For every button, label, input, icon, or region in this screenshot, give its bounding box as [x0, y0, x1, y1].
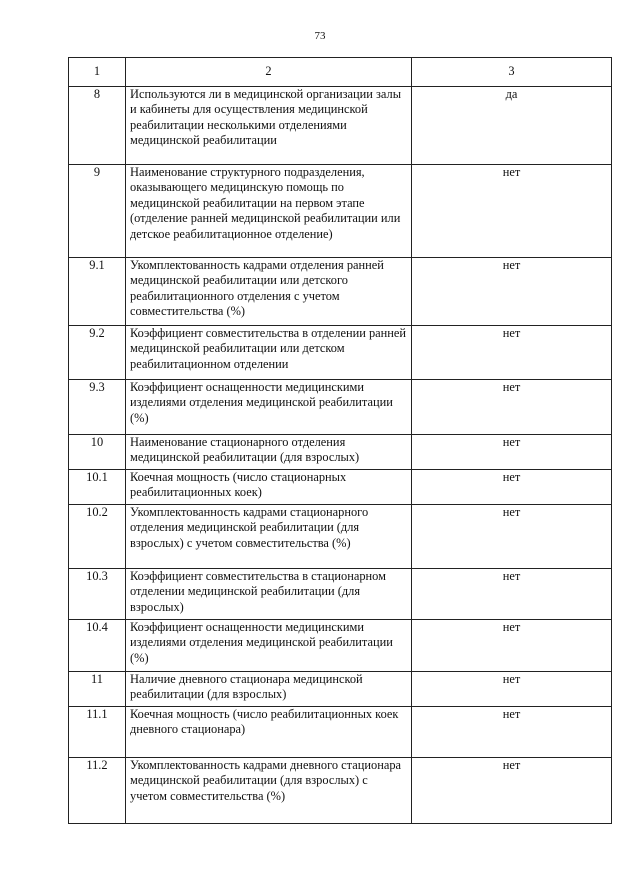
row-value: нет [412, 672, 612, 707]
table-row [69, 758, 612, 824]
row-number: 9.1 [69, 258, 126, 326]
row-name: Укомплектованность кадрами стационарного отделения медицинской реабилитации (для взрослых) с учетом совместительства (%) [126, 505, 412, 569]
table-row [69, 435, 612, 470]
table-body [69, 87, 612, 824]
row-name: Укомплектованность кадрами отделения ранней медицинской реабилитации или детского реабилитационного отделения с учетом совместительства (%) [126, 258, 412, 326]
row-value: нет [412, 569, 612, 620]
row-number: 9.2 [69, 326, 126, 380]
row-name: Коечная мощность (число реабилитационных коек дневного стационара) [126, 707, 412, 758]
row-number: 10.3 [69, 569, 126, 620]
row-number: 10.2 [69, 505, 126, 569]
column-header-2: 2 [126, 58, 412, 87]
table-row [69, 165, 612, 258]
row-number: 9 [69, 165, 126, 258]
row-value: нет [412, 505, 612, 569]
row-value: нет [412, 435, 612, 470]
table-row [69, 672, 612, 707]
row-name: Коэффициент совместительства в отделении ранней медицинской реабилитации или детском реабилитационном отделении [126, 326, 412, 380]
row-name: Используются ли в медицинской организации залы и кабинеты для осуществления медицинской реабилитации несколькими отделениями медицинской реабилитации [126, 87, 412, 165]
row-name: Наличие дневного стационара медицинской реабилитации (для взрослых) [126, 672, 412, 707]
column-header-1: 1 [69, 58, 126, 87]
row-number: 11.1 [69, 707, 126, 758]
page-number: 73 [314, 30, 326, 42]
table-row [69, 569, 612, 620]
row-name: Коэффициент оснащенности медицинскими изделиями отделения медицинской реабилитации (%) [126, 380, 412, 435]
table-row [69, 326, 612, 380]
row-number: 8 [69, 87, 126, 165]
table-row [69, 380, 612, 435]
row-name: Коэффициент оснащенности медицинскими изделиями отделения медицинской реабилитации (%) [126, 620, 412, 672]
row-name: Наименование стационарного отделения медицинской реабилитации (для взрослых) [126, 435, 412, 470]
row-number: 9.3 [69, 380, 126, 435]
row-value: да [412, 87, 612, 165]
row-number: 10.1 [69, 470, 126, 505]
column-header-3: 3 [412, 58, 612, 87]
table-row [69, 505, 612, 569]
row-value: нет [412, 380, 612, 435]
table-row [69, 470, 612, 505]
row-value: нет [412, 620, 612, 672]
table-header [69, 58, 612, 87]
row-value: нет [412, 470, 612, 505]
row-value: нет [412, 258, 612, 326]
row-name: Коэффициент совместительства в стационарном отделении медицинской реабилитации (для взрослых) [126, 569, 412, 620]
table-row [69, 620, 612, 672]
row-number: 11 [69, 672, 126, 707]
table-row [69, 707, 612, 758]
row-name: Укомплектованность кадрами дневного стационара медицинской реабилитации (для взрослых) с учетом совместительства (%) [126, 758, 412, 824]
row-value: нет [412, 758, 612, 824]
row-value: нет [412, 165, 612, 258]
table-row [69, 258, 612, 326]
table-header-row [69, 58, 612, 87]
row-name: Коечная мощность (число стационарных реабилитационных коек) [126, 470, 412, 505]
row-value: нет [412, 707, 612, 758]
row-name: Наименование структурного подразделения, оказывающего медицинскую помощь по медицинской реабилитации на первом этапе (отделение ранней медицинской реабилитации или детское реабилитационное отделение) [126, 165, 412, 258]
row-number: 10.4 [69, 620, 126, 672]
row-number: 11.2 [69, 758, 126, 824]
row-value: нет [412, 326, 612, 380]
indicators-table [68, 57, 612, 824]
table-row [69, 87, 612, 165]
row-number: 10 [69, 435, 126, 470]
